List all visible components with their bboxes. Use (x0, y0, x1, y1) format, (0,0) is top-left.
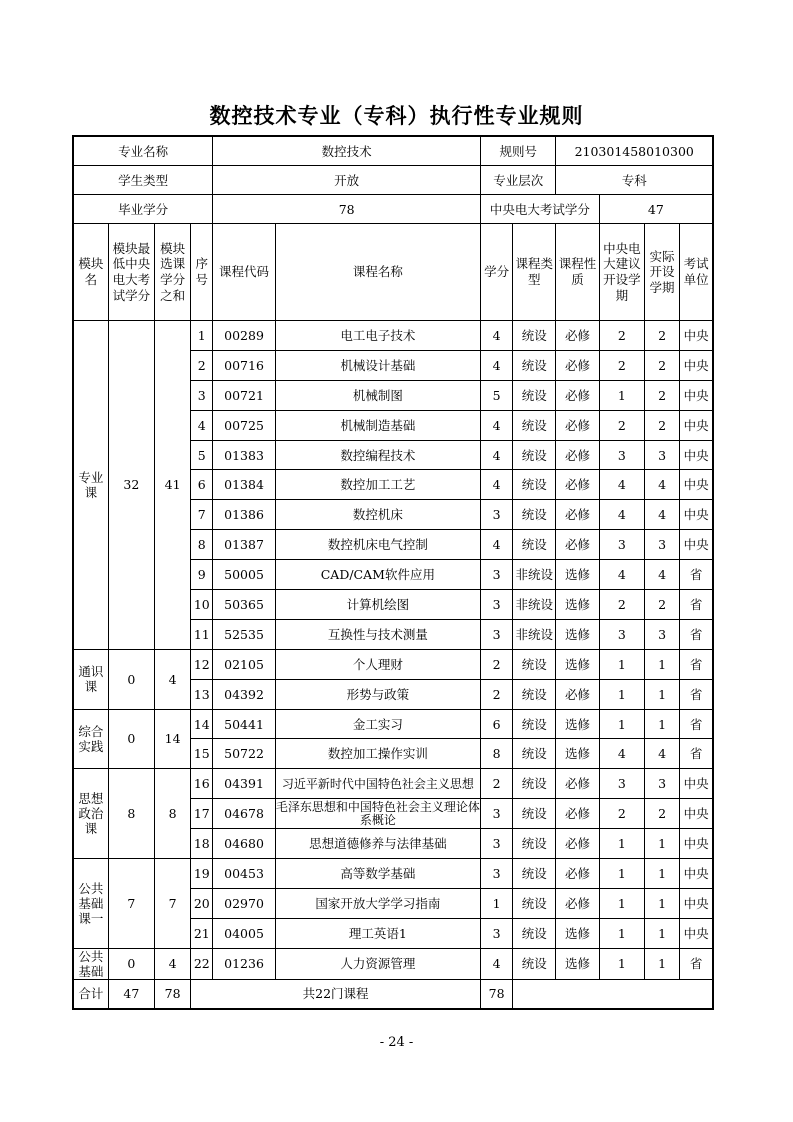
student-type-label: 学生类型 (73, 166, 213, 195)
course-exam-unit: 中央 (680, 470, 713, 500)
course-type: 统设 (513, 799, 556, 829)
course-nature: 必修 (556, 888, 599, 918)
course-credit: 4 (480, 410, 512, 440)
course-credit: 4 (480, 440, 512, 470)
course-credit: 2 (480, 649, 512, 679)
course-exam-unit: 省 (680, 709, 713, 739)
course-actual-term: 3 (644, 619, 679, 649)
course-code: 01384 (213, 470, 275, 500)
course-suggest-term: 2 (599, 590, 644, 620)
course-code: 50365 (213, 590, 275, 620)
major-name-label: 专业名称 (73, 136, 213, 166)
course-name: 形势与政策 (275, 679, 480, 709)
module-name: 专业课 (73, 321, 108, 650)
course-type: 非统设 (513, 560, 556, 590)
course-name: 互换性与技术测量 (275, 619, 480, 649)
course-suggest-term: 4 (599, 470, 644, 500)
rule-no-label: 规则号 (480, 136, 555, 166)
module-min-credits: 0 (108, 709, 154, 769)
total-credit: 78 (480, 979, 512, 1009)
course-seq: 17 (191, 799, 213, 829)
course-name: 习近平新时代中国特色社会主义思想 (275, 769, 480, 799)
course-suggest-term: 3 (599, 530, 644, 560)
course-code: 00453 (213, 859, 275, 889)
module-name: 公共基础课一 (73, 859, 108, 949)
course-suggest-term: 1 (599, 709, 644, 739)
course-exam-unit: 中央 (680, 859, 713, 889)
course-actual-term: 1 (644, 948, 679, 979)
course-seq: 12 (191, 649, 213, 679)
course-suggest-term: 2 (599, 410, 644, 440)
course-exam-unit: 中央 (680, 380, 713, 410)
course-nature: 选修 (556, 918, 599, 948)
course-exam-unit: 中央 (680, 918, 713, 948)
course-nature: 必修 (556, 500, 599, 530)
course-name: 数控机床电气控制 (275, 530, 480, 560)
course-code: 04678 (213, 799, 275, 829)
course-name: 金工实习 (275, 709, 480, 739)
module-sum-credits: 7 (154, 859, 190, 949)
course-actual-term: 4 (644, 560, 679, 590)
course-suggest-term: 1 (599, 918, 644, 948)
course-seq: 10 (191, 590, 213, 620)
header-code: 课程代码 (213, 224, 275, 321)
course-nature: 必修 (556, 859, 599, 889)
grad-credits-label: 毕业学分 (73, 195, 213, 224)
course-suggest-term: 1 (599, 679, 644, 709)
course-seq: 3 (191, 380, 213, 410)
course-exam-unit: 中央 (680, 321, 713, 351)
course-seq: 1 (191, 321, 213, 351)
course-nature: 必修 (556, 829, 599, 859)
module-min-credits: 7 (108, 859, 154, 949)
course-code: 04680 (213, 829, 275, 859)
course-type: 统设 (513, 321, 556, 351)
course-code: 50722 (213, 739, 275, 769)
rules-table (72, 135, 714, 1010)
course-credit: 2 (480, 769, 512, 799)
course-code: 02970 (213, 888, 275, 918)
course-row (73, 321, 713, 351)
course-actual-term: 1 (644, 679, 679, 709)
course-actual-term: 4 (644, 739, 679, 769)
module-sum-credits: 4 (154, 649, 190, 709)
course-exam-unit: 中央 (680, 350, 713, 380)
course-seq: 7 (191, 500, 213, 530)
course-seq: 18 (191, 829, 213, 859)
course-credit: 4 (480, 470, 512, 500)
course-type: 统设 (513, 888, 556, 918)
course-credit: 3 (480, 829, 512, 859)
total-sum: 78 (154, 979, 190, 1009)
header-module-sum: 模块选课学分之和 (154, 224, 190, 321)
total-summary: 共22门课程 (191, 979, 481, 1009)
module-min-credits: 0 (108, 948, 154, 979)
course-credit: 4 (480, 948, 512, 979)
course-credit: 3 (480, 560, 512, 590)
course-exam-unit: 中央 (680, 440, 713, 470)
course-nature: 必修 (556, 410, 599, 440)
course-code: 50441 (213, 709, 275, 739)
course-name: 数控加工操作实训 (275, 739, 480, 769)
course-name: 计算机绘图 (275, 590, 480, 620)
course-row (73, 649, 713, 679)
course-type: 统设 (513, 410, 556, 440)
module-name: 综合实践 (73, 709, 108, 769)
course-code: 01383 (213, 440, 275, 470)
course-actual-term: 2 (644, 590, 679, 620)
total-min: 47 (108, 979, 154, 1009)
course-credit: 3 (480, 500, 512, 530)
course-nature: 必修 (556, 470, 599, 500)
header-seq: 序号 (191, 224, 213, 321)
course-credit: 4 (480, 530, 512, 560)
course-name: 数控加工工艺 (275, 470, 480, 500)
module-sum-credits: 14 (154, 709, 190, 769)
course-code: 01387 (213, 530, 275, 560)
course-exam-unit: 中央 (680, 530, 713, 560)
total-label: 合计 (73, 979, 108, 1009)
course-name: 机械设计基础 (275, 350, 480, 380)
course-credit: 2 (480, 679, 512, 709)
course-seq: 21 (191, 918, 213, 948)
course-suggest-term: 2 (599, 350, 644, 380)
course-nature: 必修 (556, 530, 599, 560)
course-type: 统设 (513, 948, 556, 979)
course-exam-unit: 省 (680, 948, 713, 979)
header-type: 课程类型 (513, 224, 556, 321)
course-exam-unit: 中央 (680, 799, 713, 829)
course-actual-term: 1 (644, 859, 679, 889)
course-code: 01386 (213, 500, 275, 530)
course-suggest-term: 4 (599, 560, 644, 590)
course-exam-unit: 中央 (680, 888, 713, 918)
course-name: 数控编程技术 (275, 440, 480, 470)
course-suggest-term: 3 (599, 769, 644, 799)
level-label: 专业层次 (480, 166, 555, 195)
course-name: 人力资源管理 (275, 948, 480, 979)
header-credit: 学分 (480, 224, 512, 321)
course-exam-unit: 省 (680, 560, 713, 590)
course-credit: 8 (480, 739, 512, 769)
course-name: 毛泽东思想和中国特色社会主义理论体系概论 (275, 800, 480, 827)
course-row (73, 948, 713, 979)
course-name: 国家开放大学学习指南 (275, 888, 480, 918)
module-sum-credits: 8 (154, 769, 190, 859)
course-nature: 必修 (556, 679, 599, 709)
course-exam-unit: 省 (680, 679, 713, 709)
course-name: 电工电子技术 (275, 321, 480, 351)
course-actual-term: 1 (644, 709, 679, 739)
header-min-central: 模块最低中央电大考试学分 (108, 224, 154, 321)
course-actual-term: 2 (644, 350, 679, 380)
course-code: 04005 (213, 918, 275, 948)
course-seq: 4 (191, 410, 213, 440)
course-code: 00716 (213, 350, 275, 380)
course-seq: 15 (191, 739, 213, 769)
course-suggest-term: 3 (599, 440, 644, 470)
course-credit: 4 (480, 350, 512, 380)
course-type: 统设 (513, 709, 556, 739)
course-exam-unit: 中央 (680, 410, 713, 440)
module-min-credits: 32 (108, 321, 154, 650)
course-type: 非统设 (513, 590, 556, 620)
course-actual-term: 2 (644, 321, 679, 351)
course-actual-term: 2 (644, 799, 679, 829)
course-nature: 选修 (556, 560, 599, 590)
course-actual-term: 3 (644, 530, 679, 560)
course-exam-unit: 省 (680, 619, 713, 649)
course-type: 统设 (513, 530, 556, 560)
course-nature: 必修 (556, 799, 599, 829)
course-actual-term: 1 (644, 829, 679, 859)
course-type: 统设 (513, 649, 556, 679)
header-row (73, 224, 713, 321)
course-suggest-term: 2 (599, 321, 644, 351)
course-credit: 3 (480, 590, 512, 620)
central-credits-label: 中央电大考试学分 (480, 195, 599, 224)
course-actual-term: 4 (644, 500, 679, 530)
course-code: 52535 (213, 619, 275, 649)
course-row (73, 769, 713, 799)
module-name: 通识课 (73, 649, 108, 709)
course-code: 00721 (213, 380, 275, 410)
major-name-value: 数控技术 (213, 136, 481, 166)
page-number: - 24 - (379, 1035, 414, 1050)
info-row-1 (73, 136, 713, 166)
course-seq: 22 (191, 948, 213, 979)
course-exam-unit: 省 (680, 739, 713, 769)
module-min-credits: 0 (108, 649, 154, 709)
course-seq: 5 (191, 440, 213, 470)
header-exam-unit: 考试单位 (680, 224, 713, 321)
course-suggest-term: 1 (599, 948, 644, 979)
course-seq: 8 (191, 530, 213, 560)
course-seq: 6 (191, 470, 213, 500)
course-seq: 13 (191, 679, 213, 709)
module-name: 公共基础 (73, 948, 108, 979)
course-code: 04392 (213, 679, 275, 709)
course-suggest-term: 4 (599, 739, 644, 769)
course-type: 统设 (513, 918, 556, 948)
course-seq: 16 (191, 769, 213, 799)
course-credit: 3 (480, 799, 512, 829)
course-credit: 3 (480, 859, 512, 889)
course-type: 统设 (513, 470, 556, 500)
central-credits-value: 47 (599, 195, 713, 224)
course-type: 统设 (513, 859, 556, 889)
module-sum-credits: 4 (154, 948, 190, 979)
course-exam-unit: 省 (680, 649, 713, 679)
course-code: 00289 (213, 321, 275, 351)
course-exam-unit: 中央 (680, 500, 713, 530)
course-code: 50005 (213, 560, 275, 590)
course-type: 统设 (513, 500, 556, 530)
course-seq: 9 (191, 560, 213, 590)
course-seq: 11 (191, 619, 213, 649)
course-actual-term: 3 (644, 440, 679, 470)
course-actual-term: 1 (644, 888, 679, 918)
course-suggest-term: 1 (599, 888, 644, 918)
course-suggest-term: 3 (599, 619, 644, 649)
course-seq: 19 (191, 859, 213, 889)
course-name: 高等数学基础 (275, 859, 480, 889)
header-name: 课程名称 (275, 224, 480, 321)
course-credit: 1 (480, 888, 512, 918)
module-min-credits: 8 (108, 769, 154, 859)
course-suggest-term: 1 (599, 380, 644, 410)
course-type: 非统设 (513, 619, 556, 649)
course-actual-term: 2 (644, 410, 679, 440)
course-name: 机械制图 (275, 380, 480, 410)
course-code: 00725 (213, 410, 275, 440)
total-row (73, 979, 713, 1009)
course-name: 个人理财 (275, 649, 480, 679)
course-actual-term: 4 (644, 470, 679, 500)
course-type: 统设 (513, 440, 556, 470)
course-seq: 2 (191, 350, 213, 380)
course-nature: 必修 (556, 769, 599, 799)
course-nature: 选修 (556, 948, 599, 979)
course-type: 统设 (513, 739, 556, 769)
course-credit: 6 (480, 709, 512, 739)
course-code: 01236 (213, 948, 275, 979)
course-name: 思想道德修养与法律基础 (275, 829, 480, 859)
header-actual-term: 实际开设学期 (644, 224, 679, 321)
course-seq: 20 (191, 888, 213, 918)
course-nature: 选修 (556, 619, 599, 649)
total-blank (513, 979, 713, 1009)
course-type: 统设 (513, 350, 556, 380)
course-row (73, 709, 713, 739)
course-name: 数控机床 (275, 500, 480, 530)
course-nature: 必修 (556, 321, 599, 351)
course-name: 理工英语1 (275, 918, 480, 948)
course-suggest-term: 1 (599, 649, 644, 679)
course-nature: 必修 (556, 350, 599, 380)
course-nature: 选修 (556, 649, 599, 679)
header-suggest-term: 中央电大建议开设学期 (599, 224, 644, 321)
course-type: 统设 (513, 829, 556, 859)
course-type: 统设 (513, 769, 556, 799)
course-type: 统设 (513, 679, 556, 709)
course-nature: 必修 (556, 440, 599, 470)
module-sum-credits: 41 (154, 321, 190, 650)
module-name: 思想政治课 (73, 769, 108, 859)
course-actual-term: 1 (644, 918, 679, 948)
course-code: 02105 (213, 649, 275, 679)
course-actual-term: 1 (644, 649, 679, 679)
course-suggest-term: 1 (599, 859, 644, 889)
course-suggest-term: 4 (599, 500, 644, 530)
info-row-2 (73, 166, 713, 195)
course-nature: 选修 (556, 709, 599, 739)
level-value: 专科 (556, 166, 713, 195)
course-actual-term: 3 (644, 769, 679, 799)
course-nature: 选修 (556, 739, 599, 769)
course-seq: 14 (191, 709, 213, 739)
course-type: 统设 (513, 380, 556, 410)
header-module: 模块名 (73, 224, 108, 321)
course-exam-unit: 省 (680, 590, 713, 620)
course-name: 机械制造基础 (275, 410, 480, 440)
course-nature: 必修 (556, 380, 599, 410)
course-suggest-term: 1 (599, 829, 644, 859)
course-credit: 3 (480, 918, 512, 948)
header-nature: 课程性质 (556, 224, 599, 321)
course-actual-term: 2 (644, 380, 679, 410)
course-name: CAD/CAM软件应用 (275, 560, 480, 590)
course-credit: 3 (480, 619, 512, 649)
info-row-3 (73, 195, 713, 224)
course-suggest-term: 2 (599, 799, 644, 829)
grad-credits-value: 78 (213, 195, 481, 224)
document-title: 数控技术专业（专科）执行性专业规则 (209, 103, 584, 128)
course-exam-unit: 中央 (680, 769, 713, 799)
student-type-value: 开放 (213, 166, 481, 195)
course-nature: 选修 (556, 590, 599, 620)
course-exam-unit: 中央 (680, 829, 713, 859)
course-credit: 4 (480, 321, 512, 351)
rule-no-value: 210301458010300 (556, 136, 713, 166)
course-credit: 5 (480, 380, 512, 410)
course-code: 04391 (213, 769, 275, 799)
course-row (73, 859, 713, 889)
